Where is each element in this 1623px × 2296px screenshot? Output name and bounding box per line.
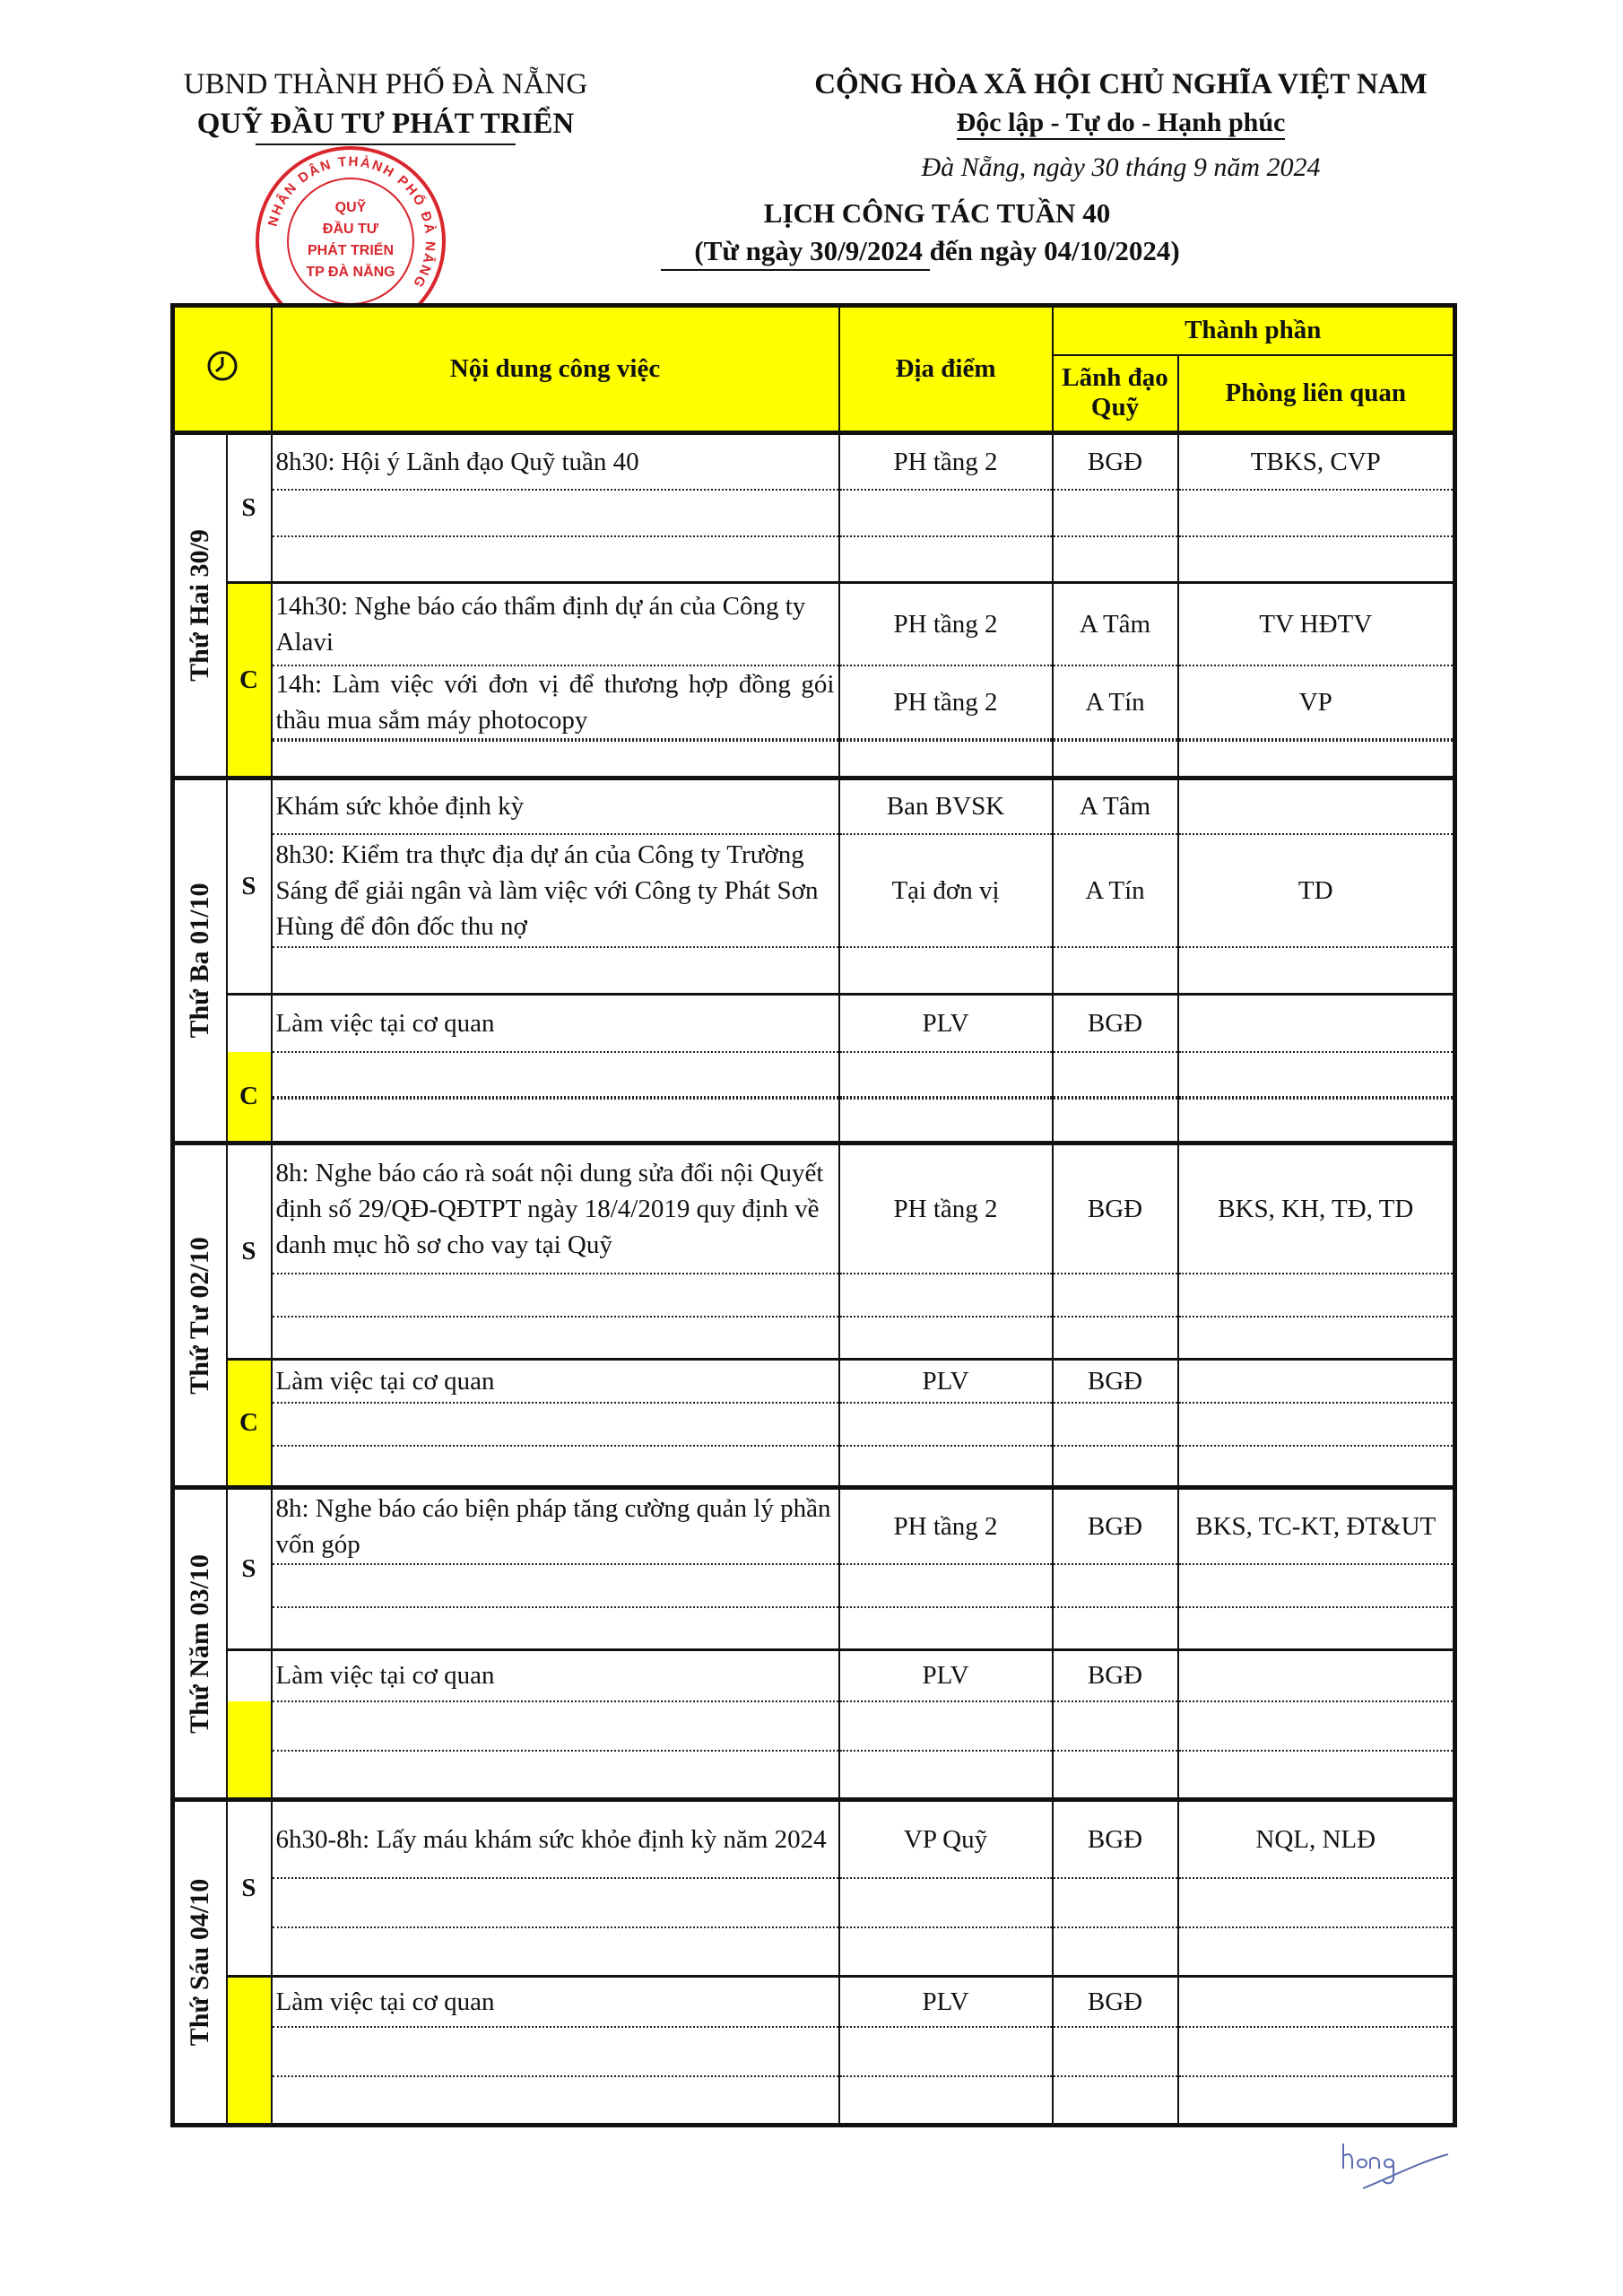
empty-cell	[839, 536, 1053, 583]
task-leader: BGĐ	[1053, 1800, 1178, 1878]
task-dept	[1178, 1650, 1455, 1701]
task-leader: BGĐ	[1053, 995, 1178, 1052]
empty-cell	[839, 947, 1053, 995]
org-line-2: QUỸ ĐẦU TƯ PHÁT TRIỂN	[196, 108, 575, 140]
empty-cell	[839, 1878, 1053, 1927]
session-morning: S	[227, 1800, 272, 1977]
day-label: Thứ Ba 01/10	[185, 883, 215, 1039]
session-morning: S	[227, 1144, 272, 1360]
task-location: PH tầng 2	[839, 1144, 1053, 1274]
empty-cell	[839, 1607, 1053, 1650]
schedule-table	[170, 303, 1457, 2127]
stamp-outer-text: NHÂN DÂN THÀNH PHỐ ĐÀ NẴNG	[265, 153, 438, 291]
motto	[717, 108, 1524, 138]
task-location: PLV	[839, 1650, 1053, 1701]
empty-cell	[1053, 1878, 1178, 1927]
empty-cell	[1178, 1878, 1455, 1927]
empty-cell	[1053, 1607, 1178, 1650]
empty-cell	[1053, 741, 1178, 778]
empty-cell	[1178, 1274, 1455, 1317]
empty-cell	[839, 1564, 1053, 1607]
session-afternoon-marker	[227, 1977, 272, 2126]
task-dept	[1178, 1360, 1455, 1403]
empty-cell	[839, 1274, 1053, 1317]
empty-cell	[839, 1701, 1053, 1751]
empty-cell	[1178, 1751, 1455, 1800]
empty-cell	[272, 947, 839, 995]
day-monday	[173, 433, 227, 778]
empty-cell	[272, 536, 839, 583]
day-wednesday	[173, 1144, 227, 1488]
session-afternoon: C	[227, 1360, 272, 1488]
empty-cell	[272, 1564, 839, 1607]
empty-cell	[1053, 1701, 1178, 1751]
empty-cell	[272, 2076, 839, 2126]
empty-cell	[1178, 1317, 1455, 1360]
day-label: Thứ Tư 02/10	[185, 1236, 215, 1395]
stamp-line-1: QUỸ	[334, 200, 367, 215]
empty-cell	[1178, 1099, 1455, 1144]
task-leader: A Tín	[1053, 834, 1178, 947]
session-morning: S	[227, 1488, 272, 1650]
task-location: PH tầng 2	[839, 583, 1053, 665]
empty-cell	[272, 1317, 839, 1360]
task-dept	[1178, 1977, 1455, 2027]
empty-cell	[1053, 1274, 1178, 1317]
empty-cell	[1053, 1927, 1178, 1977]
task-content: Làm việc tại cơ quan	[272, 1360, 839, 1403]
empty-cell	[272, 1927, 839, 1977]
empty-cell	[272, 1052, 839, 1097]
task-dept	[1178, 995, 1455, 1052]
empty-cell	[839, 2027, 1053, 2076]
empty-cell	[272, 1751, 839, 1800]
day-label: Thứ Năm 03/10	[185, 1553, 215, 1734]
empty-cell	[1053, 2076, 1178, 2126]
stamp-line-3: PHÁT TRIỂN	[308, 243, 394, 258]
empty-cell	[1053, 490, 1178, 536]
session-spacer	[227, 1650, 272, 1701]
page-title: LỊCH CÔNG TÁC TUẦN 40	[763, 197, 1111, 229]
day-label: Thứ Sáu 04/10	[185, 1878, 215, 2047]
task-location: PLV	[839, 1360, 1053, 1403]
col-header-location: Địa điểm	[839, 306, 1053, 433]
task-content: Làm việc tại cơ quan	[272, 995, 839, 1052]
task-leader: BGĐ	[1053, 433, 1178, 490]
task-location: PLV	[839, 1977, 1053, 2027]
empty-cell	[272, 2027, 839, 2076]
task-content: 8h30: Hội ý Lãnh đạo Quỹ tuần 40	[272, 433, 839, 490]
page-subtitle: (Từ ngày 30/9/2024 đến ngày 04/10/2024)	[694, 235, 1180, 266]
task-leader: A Tâm	[1053, 778, 1178, 834]
task-content: 14h30: Nghe báo cáo thẩm định dự án của Công ty Alavi	[272, 583, 839, 665]
task-dept: TBKS, CVP	[1178, 433, 1455, 490]
task-location: Ban BVSK	[839, 778, 1053, 834]
task-leader: A Tâm	[1053, 583, 1178, 665]
task-location: PH tầng 2	[839, 1488, 1053, 1564]
task-dept: NQL, NLĐ	[1178, 1800, 1455, 1878]
empty-cell	[1053, 1564, 1178, 1607]
empty-cell	[839, 1099, 1053, 1144]
task-content: 8h: Nghe báo cáo rà soát nội dung sửa đổi nội Quyết định số 29/QĐ-QĐTPT ngày 18/4/2019 quy định về danh mục hồ sơ cho vay tại Quỹ	[272, 1144, 839, 1274]
place-date: Đà Nẵng, ngày 30 tháng 9 năm 2024	[921, 152, 1321, 182]
session-afternoon: C	[227, 1052, 272, 1144]
country-name: CỘNG HÒA XÃ HỘI CHỦ NGHĨA VIỆT NAM	[814, 68, 1428, 100]
col-header-participants: Thành phần	[1053, 306, 1455, 355]
session-morning: S	[227, 778, 272, 995]
empty-cell	[839, 1446, 1053, 1488]
task-content: Khám sức khỏe định kỳ	[272, 778, 839, 834]
stamp-line-2: ĐẦU TƯ	[322, 222, 379, 237]
empty-cell	[1178, 1701, 1455, 1751]
col-header-leader: Lãnh đạo Quỹ	[1053, 355, 1178, 433]
empty-cell	[1053, 947, 1178, 995]
task-content: Làm việc tại cơ quan	[272, 1650, 839, 1701]
handwritten-signature	[1336, 2135, 1453, 2197]
empty-cell	[1178, 1403, 1455, 1446]
empty-cell	[1053, 1052, 1178, 1097]
task-content: 8h30: Kiểm tra thực địa dự án của Công ty Trường Sáng để giải ngân và làm việc với Công ty Phát Sơn Hùng để đôn đốc thu nợ	[272, 834, 839, 947]
empty-cell	[272, 490, 839, 536]
task-leader: BGĐ	[1053, 1650, 1178, 1701]
session-spacer	[227, 995, 272, 1052]
empty-cell	[839, 1052, 1053, 1097]
task-leader: BGĐ	[1053, 1977, 1178, 2027]
session-morning: S	[227, 433, 272, 583]
empty-cell	[839, 1927, 1053, 1977]
empty-cell	[839, 1403, 1053, 1446]
day-label: Thứ Hai 30/9	[185, 529, 215, 682]
task-dept	[1178, 778, 1455, 834]
task-content: 8h: Nghe báo cáo biện pháp tăng cường quản lý phần vốn góp	[272, 1488, 839, 1564]
day-tuesday	[173, 778, 227, 1144]
empty-cell	[272, 741, 839, 778]
session-afternoon: C	[227, 583, 272, 778]
task-content: Làm việc tại cơ quan	[272, 1977, 839, 2027]
task-location: VP Quỹ	[839, 1800, 1053, 1878]
task-content	[272, 665, 839, 739]
day-friday	[173, 1800, 227, 2126]
empty-cell	[1053, 2027, 1178, 2076]
task-leader: BGĐ	[1053, 1360, 1178, 1403]
col-header-content: Nội dung công việc	[272, 306, 839, 433]
empty-cell	[272, 1274, 839, 1317]
clock-icon	[206, 350, 239, 382]
empty-cell	[1053, 1099, 1178, 1144]
empty-cell	[1178, 1052, 1455, 1097]
empty-cell	[272, 1099, 839, 1144]
task-dept: VP	[1178, 665, 1455, 739]
task-location: PH tầng 2	[839, 433, 1053, 490]
empty-cell	[1178, 2027, 1455, 2076]
task-content-text: 14h: Làm việc với đơn vị để thương hợp đồng gói thầu mua sắm máy photocopy	[275, 669, 835, 735]
empty-cell	[1053, 1403, 1178, 1446]
empty-cell	[839, 1751, 1053, 1800]
empty-cell	[839, 741, 1053, 778]
empty-cell	[1053, 1317, 1178, 1360]
task-leader: BGĐ	[1053, 1144, 1178, 1274]
day-thursday	[173, 1488, 227, 1800]
task-location: Tại đơn vị	[839, 834, 1053, 947]
clock-header	[173, 306, 272, 433]
empty-cell	[272, 1701, 839, 1751]
empty-cell	[839, 1317, 1053, 1360]
task-content: 6h30-8h: Lấy máu khám sức khỏe định kỳ năm 2024	[272, 1800, 839, 1878]
empty-cell	[1178, 1446, 1455, 1488]
task-dept: TD	[1178, 834, 1455, 947]
empty-cell	[1178, 1927, 1455, 1977]
empty-cell	[272, 1446, 839, 1488]
task-leader: A Tín	[1053, 665, 1178, 739]
task-dept: TV HĐTV	[1178, 583, 1455, 665]
task-location: PLV	[839, 995, 1053, 1052]
org-line-1: UBND THÀNH PHỐ ĐÀ NẴNG	[183, 68, 588, 100]
empty-cell	[1178, 536, 1455, 583]
subtitle-underline	[661, 269, 930, 271]
empty-cell	[1178, 1564, 1455, 1607]
task-dept: BKS, KH, TĐ, TD	[1178, 1144, 1455, 1274]
empty-cell	[1178, 741, 1455, 778]
empty-cell	[1053, 1446, 1178, 1488]
empty-cell	[839, 490, 1053, 536]
empty-cell	[272, 1607, 839, 1650]
empty-cell	[1178, 947, 1455, 995]
empty-cell	[1178, 2076, 1455, 2126]
stamp-line-4: TP ĐÀ NẴNG	[306, 265, 395, 280]
empty-cell	[1178, 1607, 1455, 1650]
empty-cell	[1053, 536, 1178, 583]
motto-text: Độc lập - Tự do - Hạnh phúc	[957, 108, 1286, 140]
task-location: PH tầng 2	[839, 665, 1053, 739]
empty-cell	[1053, 1751, 1178, 1800]
col-header-dept: Phòng liên quan	[1178, 355, 1455, 433]
empty-cell	[839, 2076, 1053, 2126]
task-leader: BGĐ	[1053, 1488, 1178, 1564]
empty-cell	[272, 1403, 839, 1446]
task-dept: BKS, TC-KT, ĐT&UT	[1178, 1488, 1455, 1564]
empty-cell	[272, 1878, 839, 1927]
empty-cell	[1178, 490, 1455, 536]
session-afternoon-marker	[227, 1701, 272, 1800]
